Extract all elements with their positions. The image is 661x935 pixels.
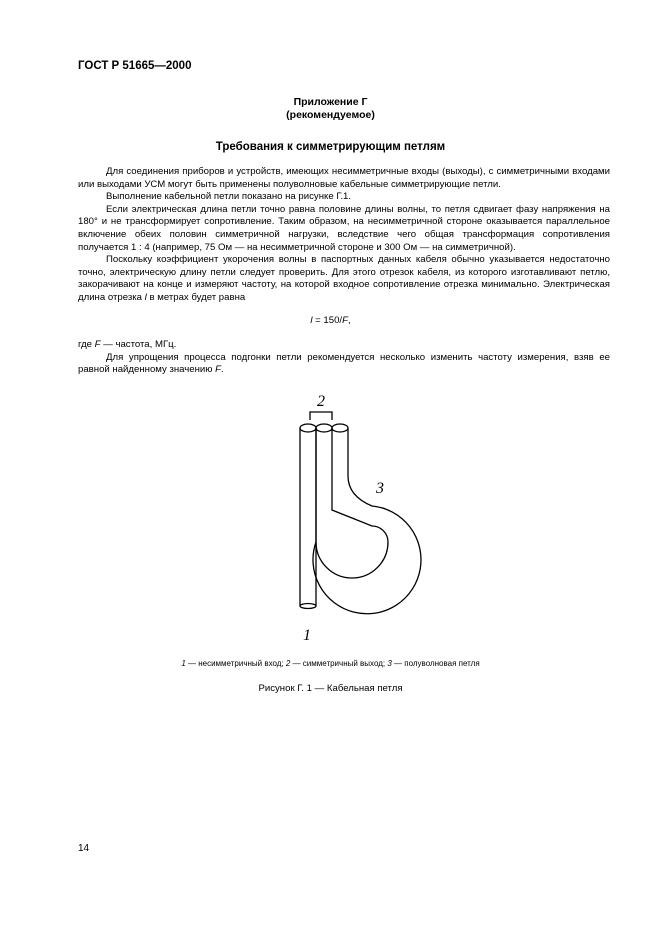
paragraph: Для соединения приборов и устройств, имеющих несимметричные входы (выходы), с симметричными входами или выходами УСМ могут быть применены полуволновые кабельные симметрирующие петли. (78, 166, 610, 190)
input-cable (300, 428, 316, 606)
paragraph: Если электрическая длина петли точно равна половине длины волны, то петля сдвигает фазу напряжения на 180° и не трансформирует сопротивление. Таким образом, на несимметричной стороне оказывается параллельное включение обеих половин симметричной нагрузки, вследствие чего общая трансформация сопротивления получается 1 : 4 (например, 75 Ом — на несимметричной стороне и 300 Ом — на симметричной). (78, 203, 610, 253)
paragraph: Для упрощения процесса подгонки петли рекомендуется несколько изменить частоту измерения, взяв ее равной найденному значению F. (78, 351, 610, 376)
figure-legend: 1 — несимметричный вход; 2 — симметричный выход; 3 — полуволновая петля (181, 659, 480, 668)
body-text-2 (78, 339, 610, 377)
appendix-subtitle: (рекомендуемое) (286, 109, 375, 121)
input-cable-end (300, 604, 316, 609)
formula: l = 150/F, (310, 315, 351, 326)
cable-end (316, 424, 332, 432)
label-1: 1 (303, 627, 311, 644)
page-number: 14 (78, 843, 90, 854)
where-line: где F — частота, МГц. (78, 339, 177, 350)
paragraph: Выполнение кабельной петли показано на рисунке Г.1. (106, 191, 352, 203)
label-2: 2 (317, 393, 325, 410)
cable-loop-figure (200, 390, 440, 650)
appendix-title: Приложение Г (293, 96, 368, 108)
paragraph: Поскольку коэффициент укорочения волны в паспортных данных кабеля обычно указывается недостаточно точно, электрическую длину петли следует проверить. Для этого отрезок кабеля, из которого изготавливают петлю, закорачивают на конце и измеряют частоту, на которой входное сопротивление отрезка минимально. Электрическая длина отрезка l в метрах будет равна (78, 254, 610, 303)
label-3: 3 (376, 480, 384, 497)
section-title: Требования к симметрирующим петлям (215, 141, 446, 153)
figure-caption: Рисунок Г. 1 — Кабельная петля (258, 683, 403, 694)
cable-end (300, 424, 316, 432)
loop-cable-outer (313, 428, 421, 614)
output-bracket (310, 412, 332, 420)
body-text (78, 166, 610, 305)
cable-end (332, 424, 348, 432)
document-header: ГОСТ Р 51665—2000 (78, 60, 192, 72)
loop-cable-inner (316, 428, 388, 578)
